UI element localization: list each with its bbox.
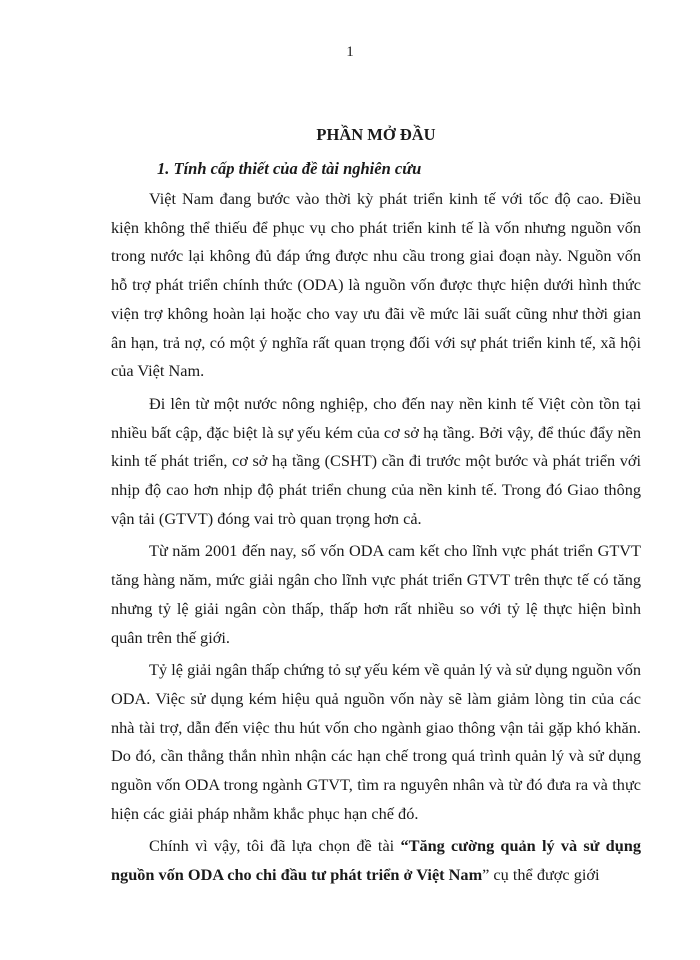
paragraph-5-tail: ” cụ thể được giới — [482, 865, 600, 885]
paragraph-5 — [111, 832, 641, 889]
page-number: 1 — [346, 44, 354, 60]
chapter-heading: PHẦN MỞ ĐẦU — [316, 125, 436, 144]
document-body — [111, 120, 641, 894]
paragraph-3: Từ năm 2001 đến nay, số vốn ODA cam kết cho lĩnh vực phát triển GTVT tăng hàng năm, mức giải ngân cho lĩnh vực phát triển GTVT trên thực tế có tăng nhưng tỷ lệ giải ngân còn thấp, thấp hơn rất nhiều so với tỷ lệ thực hiện bình quân trên thế giới. — [111, 541, 641, 647]
section-title: 1. Tính cấp thiết của đề tài nghiên cứu — [157, 159, 422, 178]
paragraph-4: Tỷ lệ giải ngân thấp chứng tỏ sự yếu kém về quản lý và sử dụng nguồn vốn ODA. Việc sử dụng kém hiệu quả nguồn vốn này sẽ làm giảm lòng tin của các nhà tài trợ, dẫn đến việc thu hút vốn cho ngành giao thông vận tải gặp khó khăn. Do đó, cần thẳng thắn nhìn nhận các hạn chế trong quá trình quản lý và sử dụng nguồn vốn ODA trong ngành GTVT, tìm ra nguyên nhân và từ đó đưa ra và thực hiện các giải pháp nhằm khắc phục hạn chế đó. — [111, 660, 641, 823]
paragraph-1: Việt Nam đang bước vào thời kỳ phát triển kinh tế với tốc độ cao. Điều kiện không thể thiếu để phục vụ cho phát triển kinh tế là vốn nhưng nguồn vốn trong nước lại không đủ đáp ứng được nhu cầu trong giai đoạn này. Nguồn vốn hỗ trợ phát triển chính thức (ODA) là nguồn vốn được thực hiện dưới hình thức viện trợ không hoàn lại hoặc cho vay ưu đãi về mức lãi suất cũng như thời gian ân hạn, trả nợ, có một ý nghĩa rất quan trọng đối với sự phát triển kinh tế, xã hội của Việt Nam. — [111, 189, 641, 381]
thesis-title: “Tăng cường quản lý và sử dụng nguồn vốn ODA cho chi đầu tư phát triển ở Việt Nam — [111, 836, 641, 885]
paragraph-2: Đi lên từ một nước nông nghiệp, cho đến nay nền kinh tế Việt còn tồn tại nhiều bất cập, đặc biệt là sự yếu kém của cơ sở hạ tầng. Bởi vậy, để thúc đẩy nền kinh tế phát triển, cơ sở hạ tầng (CSHT) cần đi trước một bước và phát triển với nhịp độ cao hơn nhịp độ phát triển chung của nền kinh tế. Trong đó Giao thông vận tải (GTVT) đóng vai trò quan trọng hơn cả. — [111, 393, 641, 528]
paragraph-5-lead: Chính vì vậy, tôi đã lựa chọn đề tài — [149, 836, 401, 856]
